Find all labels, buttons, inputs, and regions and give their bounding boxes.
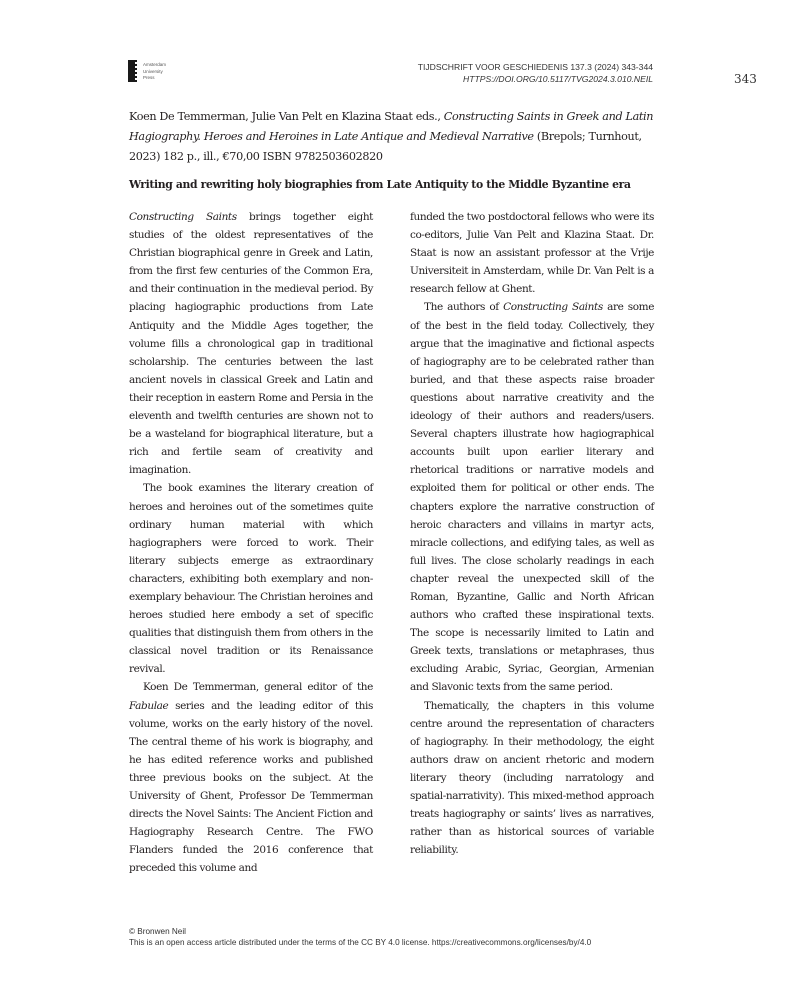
journal-citation: TIJDSCHRIFT VOOR GESCHIEDENIS 137.3 (2024) 343-344 bbox=[417, 62, 653, 72]
paragraph-text: The authors of bbox=[424, 301, 504, 314]
publisher-name bbox=[143, 60, 166, 82]
page-footer bbox=[129, 926, 591, 948]
publisher-name-line: University bbox=[143, 68, 163, 74]
journal-header bbox=[418, 61, 653, 85]
paragraph bbox=[129, 208, 373, 479]
publisher-logo bbox=[128, 60, 166, 82]
book-title-inline: Constructing Saints bbox=[129, 211, 237, 223]
review-title: Writing and rewriting holy biographies from Late Antiquity to the Middle Byzantine era bbox=[129, 178, 631, 191]
paragraph bbox=[129, 678, 373, 877]
publisher-name-line: Amsterdam bbox=[143, 62, 167, 67]
paragraph: The book examines the literary creation of heroes and heroines out of the sometimes quite ordinary human material with which hagiographers were forced to work. Their literary subjects emerge as extraordinary characters, exhibiting both exemplary and non-exemplary behaviour. The Christian heroines and heroes studied here embody a set of specific qualities that distinguish them from others in the classical novel tradition or its Renaissance revival. bbox=[129, 482, 373, 676]
aup-logo-icon bbox=[128, 60, 135, 82]
doi-link[interactable]: HTTPS://DOI.ORG/10.5117/TVG2024.3.010.NEIL bbox=[463, 74, 653, 84]
paragraph-continued: funded the two postdoctoral fellows who were its co-editors, Julie Van Pelt and Klazina Staat. Dr. Staat is now an assistant professor at the Vrije Universiteit in Amsterdam, while Dr. Van Pelt is a research fellow at Ghent. bbox=[410, 211, 654, 296]
series-title-inline: Fabulae bbox=[129, 699, 169, 712]
license-notice[interactable]: This is an open access article distributed under the terms of the CC BY 4.0 license. https://creativecommons.org/licenses/by/4.0 bbox=[129, 938, 592, 947]
book-editors: Koen De Temmerman, Julie Van Pelt en Klazina Staat eds., bbox=[129, 110, 444, 123]
paragraph-text: Koen De Temmerman, general editor of the bbox=[143, 681, 373, 694]
book-title-inline: Constructing Saints bbox=[503, 301, 603, 314]
paragraph-text: series and the leading editor of this volume, works on the early history of the novel. The central theme of his work is biography, and he has edited reference works and published three previous books on the subject. At the University of Ghent, Professor De Temmerman directs the Novel Saints: The Ancient Fiction and Hagiography Research Centre. The FWO Flanders funded the 2016 conference that preceded this volume and bbox=[129, 699, 373, 875]
paragraph: Thematically, the chapters in this volume centre around the representation of characters of hagiography. In their methodology, the eight authors draw on ancient rhetoric and modern literary theory (including narratology and spatial-narrativity). This mixed-method approach treats hagiography or saints’ lives as narratives, rather than as historical sources of variable reliability. bbox=[410, 699, 654, 857]
text-column-right bbox=[410, 208, 654, 859]
page-number: 343 bbox=[734, 72, 757, 86]
publisher-name-line: Press bbox=[143, 75, 155, 80]
book-title: Constructing Saints in Greek and Latin Hagiography. Heroes and Heroines in Late Antique and Medieval Narrative bbox=[129, 110, 654, 143]
book-citation bbox=[129, 107, 659, 167]
publication-details: (Brepols; Turnhout, 2023) 182 p., ill., €70,00 ISBN 9782503602820 bbox=[129, 130, 642, 163]
paragraph bbox=[410, 298, 654, 696]
paragraph-text: brings together eight studies of the oldest representatives of the Christian biographical genre in Greek and Latin, from the first few centuries of the Common Era, and their continuation in the medieval period. By placing hagiographic productions from Late Antiquity and the Middle Ages together, the volume fills a chronological gap in traditional scholarship. The centuries between the last ancient novels in classical Greek and Latin and their reception in eastern Rome and Persia in the eleventh and twelfth centuries are shown not to be a wasteland for biographical literature, but a rich and fertile seam of creativity and imagination. bbox=[129, 211, 374, 477]
copyright-notice: © Bronwen Neil bbox=[129, 927, 187, 936]
text-column-left bbox=[129, 208, 373, 877]
paragraph-text: are some of the best in the field today. Collectively, they argue that the imaginative and fictional aspects of hagiography are to be celebrated rather than buried, and that these aspects raise broader questions about narrative creativity and the ideology of their authors and readers/users. Several chapters illustrate how hagiographical accounts built upon earlier literary and rhetorical traditions or narrative models and exploited them for political or other ends. The chapters explore the narrative construction of heroic characters and villains in martyr acts, miracle collections, and edifying tales, as well as full lives. The close scholarly readings in each chapter reveal the unexpected skill of the Roman, Byzantine, Gallic and North African authors who crafted these inspirational texts. The scope is necessarily limited to Latin and Greek texts, translations or metaphrases, thus excluding Arabic, Syriac, Georgian, Armenian and Slavonic texts from the same period. bbox=[410, 301, 655, 694]
